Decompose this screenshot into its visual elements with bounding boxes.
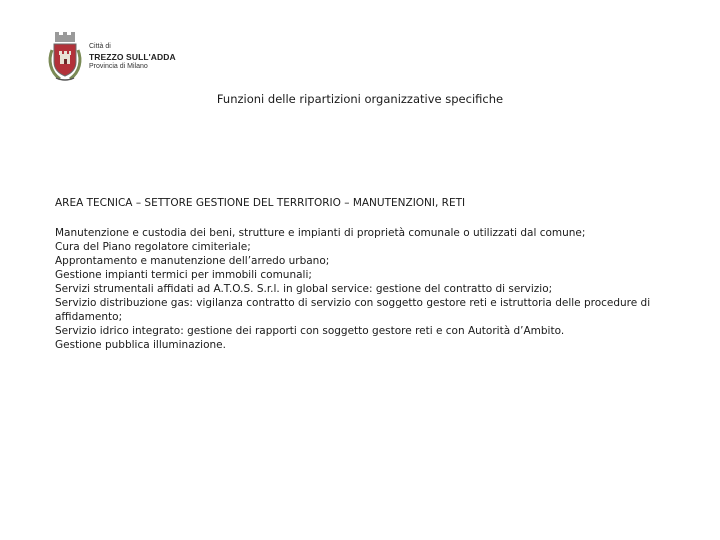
duty-item: Manutenzione e custodia dei beni, strutture e impianti di proprietà comunale o utilizzati dal comune;	[55, 227, 586, 239]
page-subtitle: Funzioni delle ripartizioni organizzative specifiche	[216, 92, 504, 106]
duty-item: Servizio idrico integrato: gestione dei rapporti con soggetto gestore reti e con Autorità d’Ambito.	[55, 325, 565, 337]
area-title: AREA TECNICA – SETTORE GESTIONE DEL TERRITORIO – MANUTENZIONI, RETI	[55, 197, 466, 209]
duty-item: Servizi strumentali affidati ad A.T.O.S. S.r.l. in global service: gestione del contratto di servizio;	[55, 283, 553, 295]
duty-item: Cura del Piano regolatore cimiteriale;	[55, 241, 251, 253]
logo-text	[89, 42, 176, 72]
coat-of-arms-icon	[46, 32, 84, 84]
duty-item: Gestione pubblica illuminazione.	[55, 339, 226, 351]
municipality-logo	[46, 32, 176, 84]
duties-list	[55, 226, 670, 352]
duty-item: Gestione impianti termici per immobili comunali;	[55, 269, 312, 281]
logo-city-prefix: Città di	[89, 43, 111, 50]
logo-province: Provincia di Milano	[89, 63, 148, 70]
duty-item: Approntamento e manutenzione dell’arredo urbano;	[55, 255, 330, 267]
logo-city-name: TREZZO SULL'ADDA	[89, 52, 176, 62]
duty-item: Servizio distribuzione gas: vigilanza contratto di servizio con soggetto gestore reti e istruttoria delle procedure di affidamento;	[55, 297, 651, 323]
